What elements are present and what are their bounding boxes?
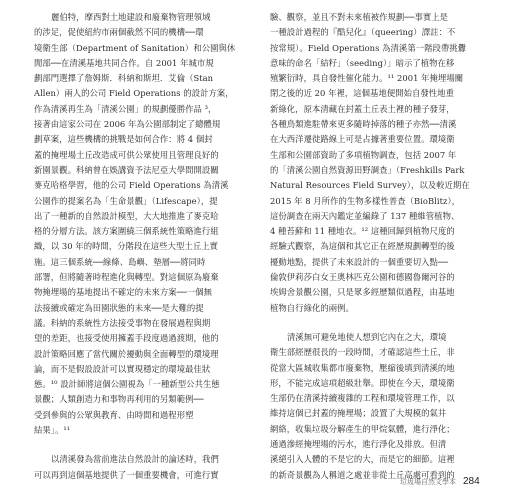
text-line: 物掩埋場的基地提出不確定的未來方案──一個無 <box>34 287 213 298</box>
text-line: 植物自行綠化的兩例。 <box>270 302 354 313</box>
text-line: 可以再到這個基地提供了一個重要機會，可進行實 <box>34 469 219 480</box>
text-line: 織，以 30 年的時間，分階段在這些大型土丘上實 <box>34 241 218 252</box>
text-line: 溪絕引入人體的不是它的大，而是它的細節。這裡 <box>270 454 455 465</box>
text-line: 的涉足，促使紐約市兩個截然不同的機構──環 <box>34 27 204 38</box>
text-line: 結果」。¹¹ <box>34 425 71 436</box>
text-line: 境衛生部（Department of Sanitation）和公園與休 <box>34 42 236 53</box>
text-line: 受到參與的公眾與教育、由時間和過程形塑 <box>34 409 194 420</box>
text-line: 以清溪發為當前進法自然設計的論述時，我們 <box>51 454 219 465</box>
paragraph <box>270 330 489 483</box>
text-line: 的新奇景觀為人稱道之處並非從土丘高處可看到的 <box>270 469 455 480</box>
text-line: 驗、觀察，並且不對未來植被作規劃──事實上是 <box>270 12 449 22</box>
text-line: 接著由這家公司在 2006 年為公園部制定了總體規 <box>34 119 221 130</box>
text-line: 埃姆舍景觀公園，只是眾多經歷類似過程，由基地 <box>270 287 455 298</box>
text-line: 這份調查在兩天內鑑定並編錄了 137 種維管植物、 <box>270 210 460 221</box>
text-line: 通過滲經掩埋場的污水，進行淨化及排放。但清 <box>270 439 447 450</box>
text-line: 在大西洋遷徙路線上可是占據著重要位置。環境衛 <box>270 134 455 145</box>
text-line: Natural Resources Field Survey），以及較近期在 <box>270 180 470 191</box>
text-line: 法接續或確定為田園狀態的未來──是大難的提 <box>34 302 204 313</box>
text-line: 衛生部經歷很長的一段時間，才確認這些土丘，非 <box>270 347 455 358</box>
paragraph <box>270 10 489 316</box>
text-line: 按常規）。Field Operations 為清溪第一階段帶挑釁 <box>270 42 467 53</box>
text-line: 作為清溪再生為「清溪公園」的規劃優勝作品 ³， <box>34 103 217 114</box>
text-line: 公園作的提案名為「生命景觀」（Lifescape），提 <box>34 195 218 206</box>
text-line: 新綠化，原本清藏在封蓋土丘表土裡的種子發芽， <box>270 103 455 114</box>
text-line: 各種鳥類進駐帶來更多隨時掉落的種子亦然──清溪 <box>270 119 457 130</box>
text-line: Allen）兩人的公司 Field Operations 的設計方案， <box>34 88 234 99</box>
paragraph <box>34 452 253 483</box>
page-footer <box>400 476 480 487</box>
text-line: 生部仍在清溪持續複雜的工程和環境管理工作，以 <box>270 393 455 404</box>
text-line: 格的分層方法。該方案圍繞三個系統性策略進行組 <box>34 226 219 237</box>
text-line: 清溪無可避免地使人想到它內在之大，環境 <box>287 331 447 342</box>
text-line: 新園景觀。科納曾在娛講資予法尼亞大學間開設關 <box>34 164 219 175</box>
text-line: 2015 年 8 月所作的生物多樣性普查（BioBlitz）， <box>270 195 461 206</box>
text-line: 景觀；人類創造力和事物再利用的另類範例── <box>34 394 204 405</box>
running-title: 垃圾場自然文學本 <box>400 477 456 486</box>
text-line: 維持這個已封蓋的掩埋場；設置了大規模的氣井 <box>270 408 447 419</box>
text-line: 出了一種新的自然設計模型，大大地推進了麥克哈 <box>34 210 219 221</box>
text-line: 蓋的掩埋場土丘改造成可供公眾使用且管理良好的 <box>34 149 219 160</box>
left-column <box>34 10 253 483</box>
right-column <box>270 10 489 483</box>
text-line: 閒部──在清溪基地共同合作。自 2001 年城市規 <box>34 57 214 68</box>
text-line: 施。這三個系統──線條、島嶼、墊層──將同時 <box>34 256 206 267</box>
text-line: 網絡，收集垃圾分解產生的甲烷氣體，進行淨化； <box>270 423 455 434</box>
text-line: 議。科納的系統性方法接受事物在發展過程與期 <box>34 317 211 328</box>
text-line: 4 種苔蘚和 11 種地衣。¹² 這種回歸到植物尺度的 <box>270 226 455 237</box>
text-line: 望的差距，也接受使用擁蓋手段度過過渡期，他的 <box>34 333 219 344</box>
text-line: 生部和公園部資助了多項植物調查，包括 2007 年 <box>270 149 457 160</box>
text-line: 從當大區城收集都市廢棄物，壓縮後填到清溪的地 <box>270 362 455 373</box>
text-line: 殖繁衍時，具自發性催化能力。¹¹ 2001 年掩埋場關 <box>270 73 464 84</box>
text-line: 意味的命名「結籽」（seeding）」暗示了植物在移 <box>270 57 455 68</box>
paragraph <box>34 10 253 438</box>
text-line: 的「清溪公園自然資源田野調查」（Freshkills Park <box>270 164 465 175</box>
page-number: 284 <box>463 476 480 487</box>
text-line: 一種設計過程的『酷兒化』（queering）譯註：不 <box>270 27 456 38</box>
text-line: 經驗式觀察，為這個和其它正在經歷規劃轉型的後 <box>270 241 455 252</box>
text-line: 設計策略回應了當代關於擾動與全面轉型的環境理 <box>34 348 219 359</box>
text-line: 論，而不是假設設計可以實現穩定的環境最佳狀 <box>34 363 211 374</box>
text-line: 倫敦伊莉莎白女王奧林匹克公園和德國魯爾河谷的 <box>270 272 455 283</box>
text-line: 部署，但將隨著時程進化與轉型。對這個原為廢棄 <box>34 272 219 283</box>
text-line: 閉之後的近 20 年裡，這個基地便開始自發性地重 <box>270 88 454 99</box>
text-line: 麗伯特，摩西對土地建設和廢棄物管理領域 <box>51 12 211 22</box>
text-line: 形，不能完成這項超級壯舉。即使在今天，環境衛 <box>270 377 455 388</box>
text-line: 擾動地點，提供了未來設計的一個重要切入點── <box>270 256 449 267</box>
text-line: 麥克哈格學習，他的公司 Field Operations 為清溪 <box>34 180 229 191</box>
text-line: 劃部門選擇了詹姆斯．科納和斯坦．艾倫（Stan <box>34 73 214 84</box>
text-line: 態。¹⁰ 設計師將這個公園視為「一種新型公共生態 <box>34 379 220 390</box>
text-line: 劃草案，這些機構的挑戰是如何合作：將 4 個封 <box>34 134 213 145</box>
